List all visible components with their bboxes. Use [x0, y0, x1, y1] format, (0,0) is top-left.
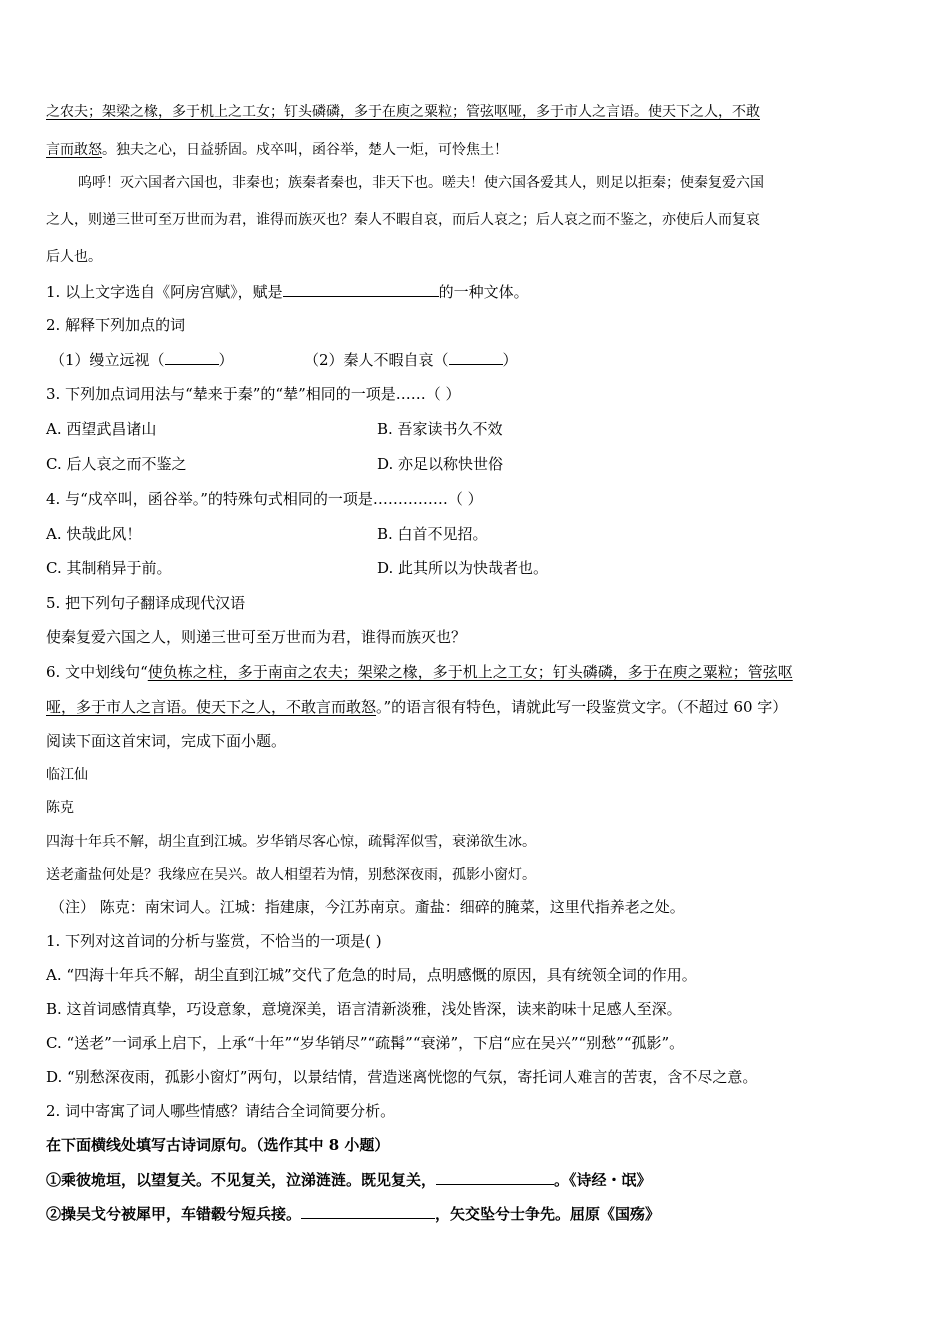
poem-question-2-title: 2. 词中寄寓了词人哪些情感？请结合全词简要分析。: [46, 1102, 396, 1120]
question-2-item-1-blank[interactable]: [165, 349, 219, 365]
poem-note: （注） 陈克：南宋词人。江城：指建康，今江苏南京。齑盐：细碎的腌菜，这里代指养老之处。: [50, 898, 685, 916]
fill-item-2: [46, 1203, 660, 1224]
question-1-answer-blank[interactable]: [283, 281, 439, 297]
question-4-option-d[interactable]: D. 此其所以为快哉者也。: [377, 559, 549, 577]
question-6-line-1: [46, 662, 793, 682]
fill-item-1-source: 。《诗经・氓》: [554, 1171, 652, 1189]
poem-question-1-option-b[interactable]: B. 这首词感情真挚，巧设意象，意境深美，语言清新淡雅，浅处皆深，读来韵味十足感人至深。: [46, 1000, 682, 1018]
poem-author: 陈克: [46, 800, 74, 816]
fill-item-2-blank[interactable]: [301, 1203, 435, 1219]
question-6-instruction: 。”的语言很有特色，请就此写一段鉴赏文字。（不超过 60 字）: [376, 698, 788, 716]
fill-item-1-blank[interactable]: [436, 1169, 554, 1185]
question-3-option-d[interactable]: D. 亦足以称快世俗: [377, 455, 504, 473]
fill-item-2-text: ②操吴戈兮被犀甲，车错毂兮短兵接。: [46, 1205, 302, 1223]
poem-question-1-option-a[interactable]: A. “四海十年兵不解，胡尘直到江城”交代了危急的时局，点明感慨的原因，具有统领全词的作用。: [46, 966, 697, 984]
question-6-quoted-line-1: 使负栋之柱，多于南亩之农夫；架梁之椽，多于机上之工女；钉头磷磷，多于在庾之粟粒；管弦呕: [147, 663, 793, 681]
question-2-item-2-text: （2）秦人不暇自哀（: [304, 351, 449, 369]
passage-line-2-rest: 。独夫之心，日益骄固。戍卒叫，函谷举，楚人一炬，可怜焦土！: [102, 142, 508, 158]
question-2-title: 2. 解释下列加点的词: [46, 316, 186, 334]
question-2-item-1-text: （1）缦立远视（: [50, 351, 165, 369]
question-4-option-a[interactable]: A. 快哉此风！: [46, 525, 142, 543]
fill-item-1: [46, 1169, 652, 1190]
question-3-option-a[interactable]: A. 西望武昌诸山: [46, 420, 157, 438]
question-2-item-1-close: ）: [218, 351, 234, 369]
question-3-title: 3. 下列加点词用法与“辇来于秦”的“辇”相同的一项是……（ ）: [46, 385, 461, 403]
poem-question-1-option-d[interactable]: D. “别愁深夜雨，孤影小窗灯”两句，以景结情，营造迷离恍惚的气氛，寄托词人难言的苦衷，含不尽之意。: [46, 1068, 758, 1086]
question-1-text-end: 的一种文体。: [438, 283, 529, 301]
question-4-title: 4. 与“戍卒叫，函谷举。”的特殊句式相同的一项是……………（ ）: [46, 490, 483, 508]
question-4-option-b[interactable]: B. 白首不见招。: [377, 525, 488, 543]
poem-line-2: 送老齑盐何处是？我缘应在吴兴。故人相望若为情，别愁深夜雨，孤影小窗灯。: [46, 867, 536, 883]
passage-line-2: [46, 140, 508, 160]
question-4-option-c[interactable]: C. 其制稍异于前。: [46, 559, 172, 577]
passage-line-4: 之人，则递三世可至万世而为君，谁得而族灭也？秦人不暇自哀，而后人哀之；后人哀之而不鉴之，亦使后人而复哀: [46, 212, 760, 228]
question-2-item-2-close: ）: [502, 351, 518, 369]
question-3-option-b[interactable]: B. 吾家读书久不效: [377, 420, 503, 438]
question-6-prefix: 6. 文中划线句“: [46, 663, 148, 681]
poem-question-1-title: 1. 下列对这首词的分析与鉴赏，不恰当的一项是( ): [46, 932, 382, 950]
question-1-text: 1. 以上文字选自《阿房宫赋》，赋是: [46, 283, 283, 301]
question-6-quoted-line-2: 哑，多于市人之言语。使天下之人，不敢言而敢怒: [46, 698, 377, 716]
passage-line-1: 之农夫；架梁之椽，多于机上之工女；钉头磷磷，多于在庾之粟粒；管弦呕哑，多于市人之言语。使天下之人，不敢: [46, 104, 760, 120]
passage-line-3: 呜呼！灭六国者六国也，非秦也；族秦者秦也，非天下也。嗟夫！使六国各爱其人，则足以拒秦；使秦复爱六国: [78, 175, 764, 191]
fill-item-1-text: ①乘彼垝垣，以望复关。不见复关，泣涕涟涟。既见复关，: [46, 1171, 437, 1189]
question-2-item-2: [304, 349, 518, 370]
fill-item-2-source: ，矢交坠兮士争先。屈原《国殇》: [435, 1205, 661, 1223]
question-3-option-c[interactable]: C. 后人哀之而不鉴之: [46, 455, 187, 473]
poem-title: 临江仙: [46, 767, 88, 783]
question-2-item-1: [50, 349, 234, 370]
question-6-line-2: [46, 697, 787, 717]
poem-intro: 阅读下面这首宋词，完成下面小题。: [46, 732, 287, 750]
question-5-sentence: 使秦复爱六国之人，则递三世可至万世而为君，谁得而族灭也？: [46, 628, 467, 646]
question-1: [46, 281, 529, 302]
passage-line-5: 后人也。: [46, 249, 102, 265]
fill-section-title: 在下面横线处填写古诗词原句。（选作其中 8 小题）: [46, 1136, 390, 1154]
passage-line-2-underlined: 言而敢怒: [46, 142, 102, 158]
question-5-title: 5. 把下列句子翻译成现代汉语: [46, 594, 246, 612]
poem-question-1-option-c[interactable]: C. “送老”一词承上启下，上承“十年”“岁华销尽”“疏髯”“衰涕”，下启“应在吴兴”“别愁”“孤影”。: [46, 1034, 685, 1052]
poem-line-1: 四海十年兵不解，胡尘直到江城。岁华销尽客心惊，疏髯浑似雪，衰涕欲生冰。: [46, 834, 536, 850]
question-2-item-2-blank[interactable]: [449, 349, 503, 365]
